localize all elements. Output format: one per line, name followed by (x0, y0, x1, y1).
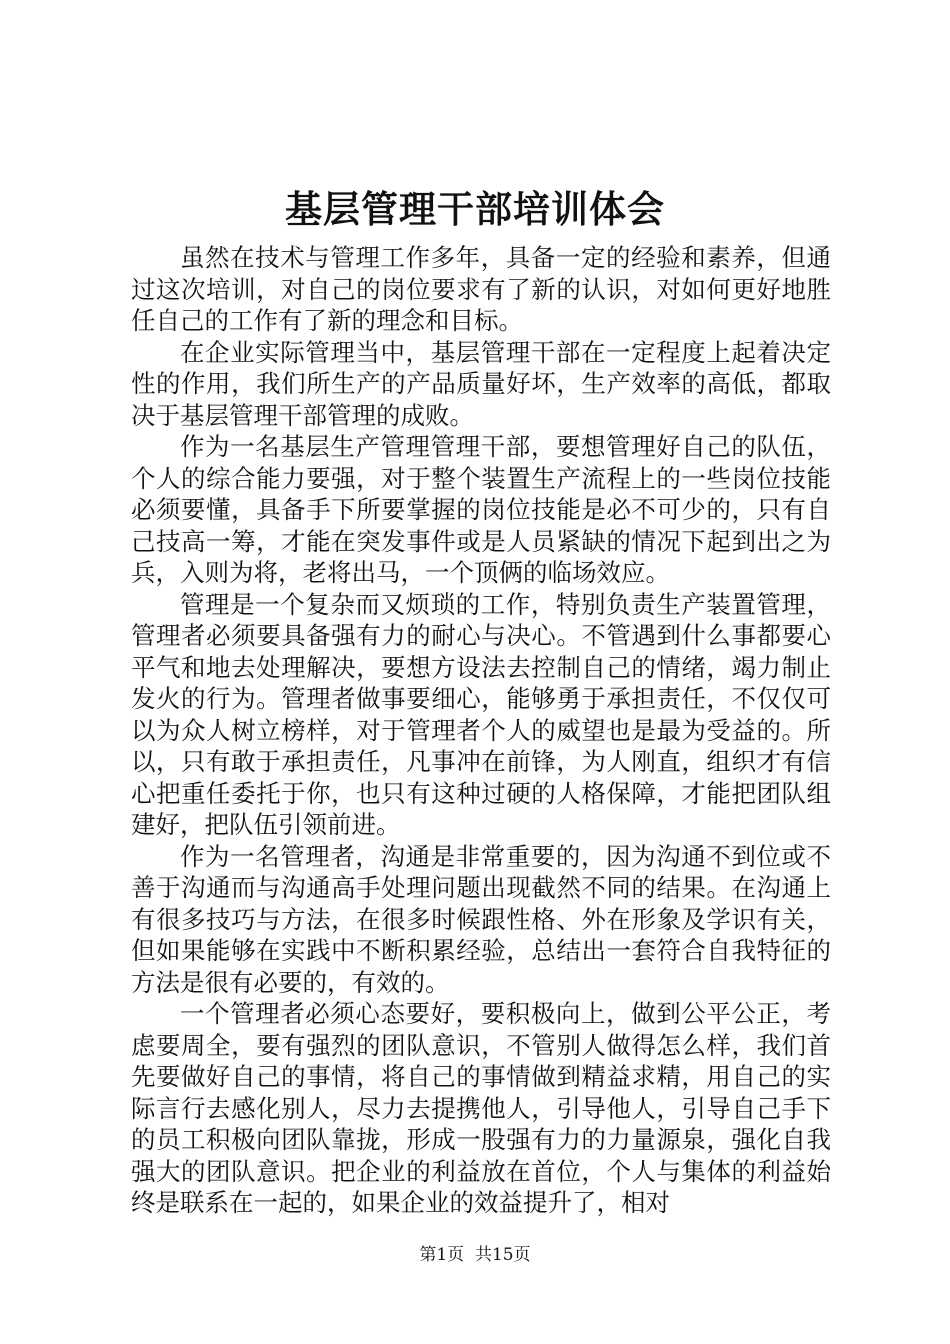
paragraph-3: 作为一名基层生产管理管理干部，要想管理好自己的队伍，个人的综合能力要强，对于整个装置生产流程上的一些岗位技能必须要懂，具备手下所要掌握的岗位技能是必不可少的，只有自己技高一筹，才能在突发事件或是人员紧缺的情况下起到出之为兵，入则为将，老将出马，一个顶俩的临场效应。 (131, 432, 831, 587)
paragraph-5: 作为一名管理者，沟通是非常重要的，因为沟通不到位或不善于沟通而与沟通高手处理问题出现截然不同的结果。在沟通上有很多技巧与方法，在很多时候跟性格、外在形象及学识有关，但如果能够在实践中不断积累经验，总结出一套符合自我特征的方法是很有必要的，有效的。 (131, 841, 831, 997)
page-footer (0, 1243, 950, 1267)
paragraph-1: 虽然在技术与管理工作多年，具备一定的经验和素养，但通过这次培训，对自己的岗位要求有了新的认识，对如何更好地胜任自己的工作有了新的理念和目标。 (131, 243, 831, 335)
paragraph-4: 管理是一个复杂而又烦琐的工作，特别负责生产装置管理，管理者必须要具备强有力的耐心与决心。不管遇到什么事都要心平气和地去处理解决，要想方设法去控制自己的情绪，竭力制止发火的行为。管理者做事要细心，能够勇于承担责任，不仅仅可以为众人树立榜样，对于管理者个人的威望也是最为受益的。所以，只有敢于承担责任，凡事冲在前锋，为人刚直，组织才有信心把重任委托于你，也只有这种过硬的人格保障，才能把团队组建好，把队伍引领前进。 (131, 589, 831, 839)
page-number: 第1页 共15页 (419, 1245, 531, 1265)
document-title: 基层管理干部培训体会 (285, 187, 665, 231)
document-body (131, 242, 831, 1219)
paragraph-2: 在企业实际管理当中，基层管理干部在一定程度上起着决定性的作用，我们所生产的产品质量好坏，生产效率的高低，都取决于基层管理干部管理的成败。 (131, 337, 831, 430)
paragraph-6: 一个管理者必须心态要好，要积极向上，做到公平公正，考虑要周全，要有强烈的团队意识，不管别人做得怎么样，我们首先要做好自己的事情，将自己的事情做到精益求精，用自己的实际言行去感化别人，尽力去提携他人，引导他人，引导自己手下的员工积极向团队靠拢，形成一股强有力的力量源泉，强化自我强大的团队意识。把企业的利益放在首位，个人与集体的利益始终是联系在一起的，如果企业的效益提升了，相对 (131, 999, 831, 1217)
